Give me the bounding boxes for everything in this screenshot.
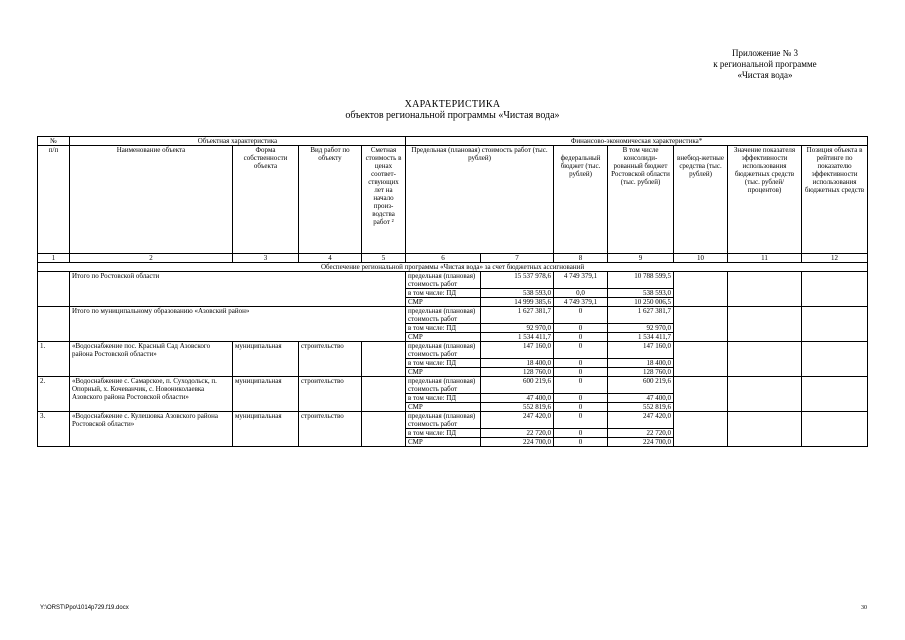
header-financial: Финансово-экономическая характеристика* — [406, 137, 868, 146]
title-line-2: объектов региональной программы «Чистая вода» — [345, 110, 560, 121]
section-row — [38, 263, 868, 272]
object-number: 2. — [38, 377, 70, 412]
object-number: 3. — [38, 412, 70, 447]
cost-offbudget — [674, 342, 728, 377]
cost-federal: 0 — [554, 412, 608, 429]
object-worktype: строительство — [299, 342, 362, 377]
cost-federal: 0 — [554, 438, 608, 447]
header-consolidated — [608, 146, 674, 254]
cost-total: 538 593,0 — [481, 289, 554, 298]
cost-federal: 4 749 379,1 — [554, 298, 608, 307]
footer-path: Y:\ORST\Ppo\1014p729.f19.docx — [40, 605, 129, 611]
cost-total: 92 970,0 — [481, 324, 554, 333]
object-ownership: муниципальная — [233, 377, 299, 412]
colnum: 12 — [802, 254, 868, 263]
colnum: 11 — [728, 254, 802, 263]
header-ownership: Форма собственности объекта — [233, 146, 299, 254]
cost-consolidated: 22 720,0 — [608, 429, 674, 438]
cost-federal: 0 — [554, 324, 608, 333]
header-incl: В том числе — [622, 146, 659, 154]
cost-label: СМР — [406, 298, 481, 307]
cost-indicator — [728, 307, 802, 342]
header-num-2: п/п — [38, 146, 70, 254]
cost-federal: 0 — [554, 368, 608, 377]
cost-label: в том числе: ПД — [406, 359, 481, 368]
table-row — [38, 412, 868, 429]
cost-label: предельная (плановая) стоимость работ — [406, 377, 481, 394]
object-worktype: строительство — [299, 412, 362, 447]
cost-federal: 0 — [554, 359, 608, 368]
object-number — [38, 272, 70, 307]
cost-label: в том числе: ПД — [406, 429, 481, 438]
page-number: 30 — [861, 605, 867, 611]
cost-consolidated: 147 160,0 — [608, 342, 674, 359]
object-number: 1. — [38, 342, 70, 377]
cost-rating — [802, 307, 868, 342]
cost-rating — [802, 272, 868, 307]
colnum: 2 — [70, 254, 233, 263]
cost-rating — [802, 377, 868, 412]
object-estimate — [362, 412, 406, 447]
groups-body — [38, 272, 868, 447]
cost-consolidated: 18 400,0 — [608, 359, 674, 368]
cost-offbudget — [674, 412, 728, 447]
cost-consolidated: 247 420,0 — [608, 412, 674, 429]
header-limit: Предельная (плановая) стоимость работ (тыс. рублей) — [406, 146, 554, 254]
header-offbudget-text: внебюд-жетные средства (тыс. рублей) — [677, 154, 724, 178]
cost-federal: 0 — [554, 307, 608, 324]
object-number — [38, 307, 70, 342]
cost-label: предельная (плановая) стоимость работ — [406, 272, 481, 289]
cost-federal: 0,0 — [554, 289, 608, 298]
cost-federal: 0 — [554, 394, 608, 403]
cost-label: СМР — [406, 438, 481, 447]
cost-federal: 0 — [554, 403, 608, 412]
document-title — [0, 99, 905, 121]
object-worktype: строительство — [299, 377, 362, 412]
header-worktype: Вид работ по объекту — [299, 146, 362, 254]
cost-indicator — [728, 342, 802, 377]
cost-consolidated: 224 700,0 — [608, 438, 674, 447]
header-offbudget — [674, 146, 728, 254]
object-estimate — [362, 377, 406, 412]
cost-label: в том числе: ПД — [406, 324, 481, 333]
object-name: Итого по муниципальному образованию «Азовский район» — [70, 307, 406, 342]
cost-rating — [802, 412, 868, 447]
header-estimate: Сметная стоимость в ценах соответ-ствующих лет на начало произ-водства работ ² — [362, 146, 406, 254]
header-objective: Объектная характеристика — [70, 137, 406, 146]
cost-federal: 0 — [554, 377, 608, 394]
colnum: 5 — [362, 254, 406, 263]
header-federal — [554, 146, 608, 254]
section-title: Обеспечение региональной программы «Чистая вода» за счет бюджетных ассигнований — [38, 263, 868, 272]
header-federal-text: федеральный бюджет (тыс. рублей) — [560, 154, 601, 178]
cost-consolidated: 128 760,0 — [608, 368, 674, 377]
object-ownership: муниципальная — [233, 412, 299, 447]
cost-federal: 0 — [554, 342, 608, 359]
cost-total: 14 999 385,6 — [481, 298, 554, 307]
cost-consolidated: 1 534 411,7 — [608, 333, 674, 342]
cost-total: 600 219,6 — [481, 377, 554, 394]
cost-consolidated: 1 627 381,7 — [608, 307, 674, 324]
cost-federal: 0 — [554, 333, 608, 342]
colnum: 7 — [481, 254, 554, 263]
table-row — [38, 272, 868, 289]
object-name: «Водоснабжение с. Кулешовка Азовского района Ростовской области» — [70, 412, 233, 447]
cost-offbudget — [674, 377, 728, 412]
cost-total: 247 420,0 — [481, 412, 554, 429]
cost-total: 147 160,0 — [481, 342, 554, 359]
cost-label: предельная (плановая) стоимость работ — [406, 307, 481, 324]
cost-label: предельная (плановая) стоимость работ — [406, 412, 481, 429]
cost-federal: 4 749 379,1 — [554, 272, 608, 289]
cost-indicator — [728, 412, 802, 447]
header-row-main — [38, 146, 868, 254]
header-indicator: Значение показателя эффективности использования бюджетных средств (тыс. рублей/процентов) — [728, 146, 802, 254]
cost-consolidated: 600 219,6 — [608, 377, 674, 394]
table-row — [38, 342, 868, 359]
colnum: 1 — [38, 254, 70, 263]
colnum: 9 — [608, 254, 674, 263]
cost-total: 22 720,0 — [481, 429, 554, 438]
cost-total: 18 400,0 — [481, 359, 554, 368]
colnum: 10 — [674, 254, 728, 263]
header-row-top — [38, 137, 868, 146]
cost-consolidated: 538 593,0 — [608, 289, 674, 298]
table-row — [38, 307, 868, 324]
cost-total: 224 700,0 — [481, 438, 554, 447]
cost-total: 552 819,6 — [481, 403, 554, 412]
cost-total: 1 534 411,7 — [481, 333, 554, 342]
object-ownership: муниципальная — [233, 342, 299, 377]
cost-rating — [802, 342, 868, 377]
cost-indicator — [728, 272, 802, 307]
cost-consolidated: 10 250 006,5 — [608, 298, 674, 307]
cost-offbudget — [674, 272, 728, 307]
object-estimate — [362, 342, 406, 377]
header-num: № — [38, 137, 70, 146]
cost-total: 128 760,0 — [481, 368, 554, 377]
header-consolidated-text: консолиди-рованный бюджет Ростовской области (тыс. рублей) — [611, 154, 670, 186]
colnum: 3 — [233, 254, 299, 263]
objects-table — [37, 136, 868, 447]
cost-indicator — [728, 377, 802, 412]
cost-label: в том числе: ПД — [406, 394, 481, 403]
cost-total: 1 627 381,7 — [481, 307, 554, 324]
object-name: «Водоснабжение пос. Красный Сад Азовского района Ростовской области» — [70, 342, 233, 377]
cost-consolidated: 92 970,0 — [608, 324, 674, 333]
title-line-1: ХАРАКТЕРИСТИКА — [404, 99, 501, 110]
cost-total: 47 400,0 — [481, 394, 554, 403]
object-name: Итого по Ростовской области — [70, 272, 406, 307]
object-name: «Водоснабжение с. Самарское, п. Суходольск, п. Опорный, х. Кочеванчик, с. Новониколаевка Азовского района Ростовской области» — [70, 377, 233, 412]
header-rating: Позиция объекта в рейтинге по показателю эффективности использования бюджетных средств — [802, 146, 868, 254]
colnum: 4 — [299, 254, 362, 263]
cost-label: СМР — [406, 368, 481, 377]
appendix-block — [665, 48, 865, 81]
cost-label: СМР — [406, 403, 481, 412]
cost-consolidated: 10 788 599,5 — [608, 272, 674, 289]
colnum: 6 — [406, 254, 481, 263]
appendix-line-1: Приложение № 3 — [732, 48, 798, 58]
column-number-row — [38, 254, 868, 263]
cost-label: в том числе: ПД — [406, 289, 481, 298]
cost-consolidated: 552 819,6 — [608, 403, 674, 412]
cost-label: предельная (плановая) стоимость работ — [406, 342, 481, 359]
colnum: 8 — [554, 254, 608, 263]
header-name: Наименование объекта — [70, 146, 233, 254]
cost-total: 15 537 978,6 — [481, 272, 554, 289]
cost-consolidated: 47 400,0 — [608, 394, 674, 403]
cost-federal: 0 — [554, 429, 608, 438]
table-row — [38, 377, 868, 394]
cost-offbudget — [674, 307, 728, 342]
appendix-line-2: к региональной программе — [713, 59, 817, 69]
cost-label: СМР — [406, 333, 481, 342]
appendix-line-3: «Чистая вода» — [737, 70, 793, 80]
